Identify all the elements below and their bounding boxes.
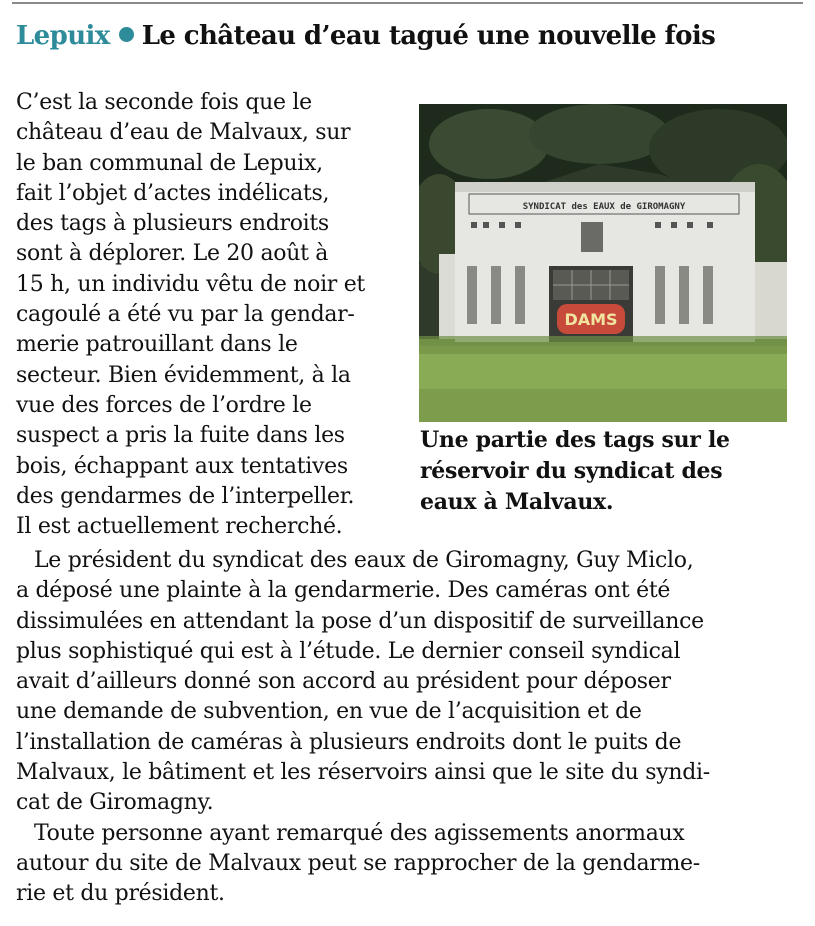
paragraph-1 bbox=[16, 88, 408, 542]
text-line: une demande de subvention, en vue de l’acquisition et de bbox=[16, 699, 642, 725]
text-line: l’installation de caméras à plusieurs endroits dont le puits de bbox=[16, 729, 682, 755]
text-line: a déposé une plainte à la gendarmerie. Des caméras ont été bbox=[16, 578, 671, 604]
text-line: plus sophistiqué qui est à l’étude. Le dernier conseil syndical bbox=[16, 638, 681, 664]
graffiti-tag: DAMS bbox=[564, 310, 618, 329]
bullet-dot-icon bbox=[119, 27, 134, 42]
text-line: avait d’ailleurs donné son accord au président pour déposer bbox=[16, 669, 671, 695]
text-line: Le président du syndicat des eaux de Giromagny, Guy Miclo, bbox=[34, 548, 694, 573]
text-line: C’est la seconde fois que le bbox=[16, 90, 312, 115]
text-line: des tags à plusieurs endroits bbox=[16, 211, 329, 237]
text-line: suspect a pris la fuite dans les bbox=[16, 423, 345, 449]
text-line: le ban communal de Lepuix, bbox=[16, 150, 323, 176]
text-line: cagoulé a été vu par la gendar- bbox=[16, 302, 355, 328]
text-line: autour du site de Malvaux peut se rapprocher de la gendarme- bbox=[16, 850, 700, 876]
text-line: vue des forces de l’ordre le bbox=[16, 392, 312, 418]
caption-line: réservoir du syndicat des bbox=[420, 458, 723, 484]
text-line: 15 h, un individu vêtu de noir et bbox=[16, 271, 365, 297]
text-line: dissimulées en attendant la pose d’un dispositif de surveillance bbox=[16, 608, 704, 634]
text-line: château d’eau de Malvaux, sur bbox=[16, 120, 351, 146]
text-line: merie patrouillant dans le bbox=[16, 332, 298, 358]
text-line: cat de Giromagny. bbox=[16, 790, 214, 816]
building-sign: SYNDICAT des EAUX de GIROMAGNY bbox=[522, 202, 686, 212]
headline-title: Le château d’eau tagué une nouvelle fois bbox=[141, 21, 716, 51]
top-rule bbox=[12, 2, 803, 4]
photo-caption bbox=[420, 425, 800, 518]
paragraph-2-3 bbox=[16, 546, 808, 910]
text-line: Toute personne ayant remarqué des agissements anormaux bbox=[34, 820, 685, 846]
text-line: des gendarmes de l’interpeller. bbox=[16, 483, 355, 509]
headline bbox=[16, 16, 806, 56]
caption-line: Une partie des tags sur le bbox=[420, 427, 730, 453]
text-line: rie et du président. bbox=[16, 881, 225, 907]
text-line: fait l’objet d’actes indélicats, bbox=[16, 180, 330, 206]
headline-kicker: Lepuix bbox=[16, 21, 110, 51]
caption-line: eaux à Malvaux. bbox=[420, 489, 614, 515]
text-line: sont à déplorer. Le 20 août à bbox=[16, 241, 329, 267]
reservoir-photo bbox=[419, 104, 787, 422]
text-line: secteur. Bien évidemment, à la bbox=[16, 362, 351, 388]
text-line: Malvaux, le bâtiment et les réservoirs ainsi que le site du syndi- bbox=[16, 760, 710, 786]
text-line: bois, échappant aux tentatives bbox=[16, 453, 348, 479]
text-line: Il est actuellement recherché. bbox=[16, 514, 343, 540]
